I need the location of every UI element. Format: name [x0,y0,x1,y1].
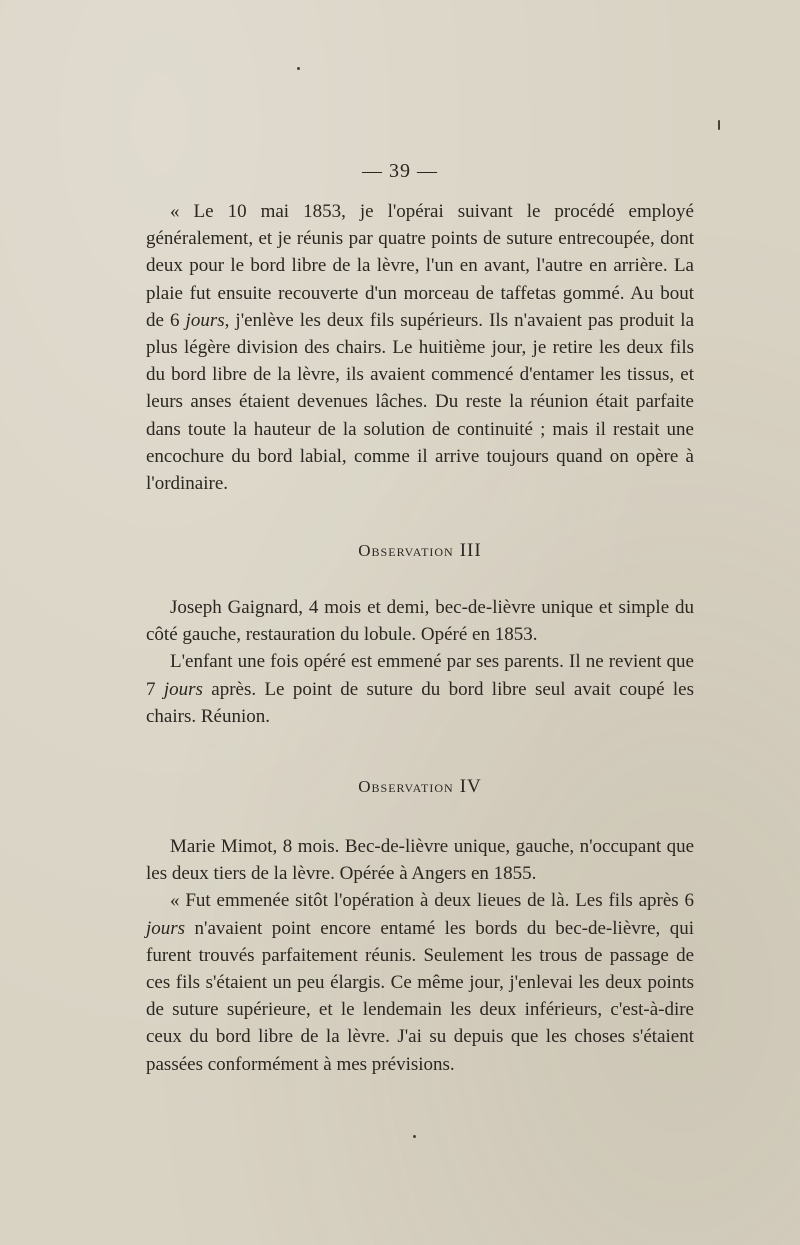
observation-3-heading-number: III [459,540,482,561]
paper-speck [718,120,720,130]
observation-4-p2-before: « Fut emmenée sitôt l'opération à deux lieues de là. Les fils après 6 [170,890,694,912]
observation-3-p2-before: L'enfant une fois opéré est emmené par ses parents. Il ne revient que 7 [146,651,694,700]
observation-4-paragraph-2 [146,887,694,1077]
page-number: — 39 — [362,160,438,182]
observation-4-heading [0,776,800,798]
observation-4-paragraph-1: Marie Mimot, 8 mois. Bec-de-lièvre unique, gauche, n'occupant que les deux tiers de la lèvre. Opérée à Angers en 1855. [146,836,694,885]
intro-text: « Le 10 mai 1853, je l'opérai suivant le procédé employé généralement, et je réunis par quatre points de suture entrecoupée, dont deux pour le bord libre de la lèvre, l'un en avant, l'autre en arrière. La plaie fut ensuite recouverte d'un morceau de taffetas gommé. Au bout de 6 [146,201,694,331]
intro-block [146,198,694,497]
observation-4-p2-em: jours [146,917,186,939]
observation-3-p2-em: jours [163,678,203,700]
observation-3-p2-after: après. Le point de suture du bord libre seul avait coupé les chairs. Réunion. [146,678,694,727]
observation-4-block [146,833,694,1078]
observation-4-p2-after: n'avaient point encore entamé les bords du bec-de-lièvre, qui furent trouvés parfaitement réunis. Seulement les trous de passage de ces fils s'étaient un peu élargis. Ce même jour, j'enlevai les deux points de suture supérieure, et le lendemain les deux inférieurs, c'est-à-dire ceux du bord libre de la lèvre. J'ai su depuis que les choses s'étaient passées conformément à mes prévisions. [146,917,694,1075]
observation-4-heading-number: IV [459,776,482,797]
observation-3-paragraph-1: Joseph Gaignard, 4 mois et demi, bec-de-lièvre unique et simple du côté gauche, restauration du lobule. Opéré en 1853. [146,597,694,646]
observation-3-heading-label: Observation [358,541,454,560]
observation-3-heading [0,540,800,562]
intro-text-after: , j'enlève les deux fils supérieurs. Ils n'avaient pas produit la plus légère division des chairs. Le huitième jour, je retire les deux fils du bord libre de la lèvre, ils avaient commencé d'entamer les tissus, et leurs anses étaient devenues lâches. Du reste la réunion était parfaite dans toute la hauteur de la solution de continuité ; mais il restait une encochure du bord labial, comme il arrive toujours quand on opère à l'ordinaire. [146,309,695,495]
observation-3-block [146,594,694,730]
paper-speck [413,1135,416,1138]
paper-speck [297,67,300,70]
observation-4-heading-label: Observation [358,777,454,796]
observation-3-paragraph-2 [146,648,694,730]
intro-em: jours [185,309,225,331]
intro-paragraph [146,198,694,497]
